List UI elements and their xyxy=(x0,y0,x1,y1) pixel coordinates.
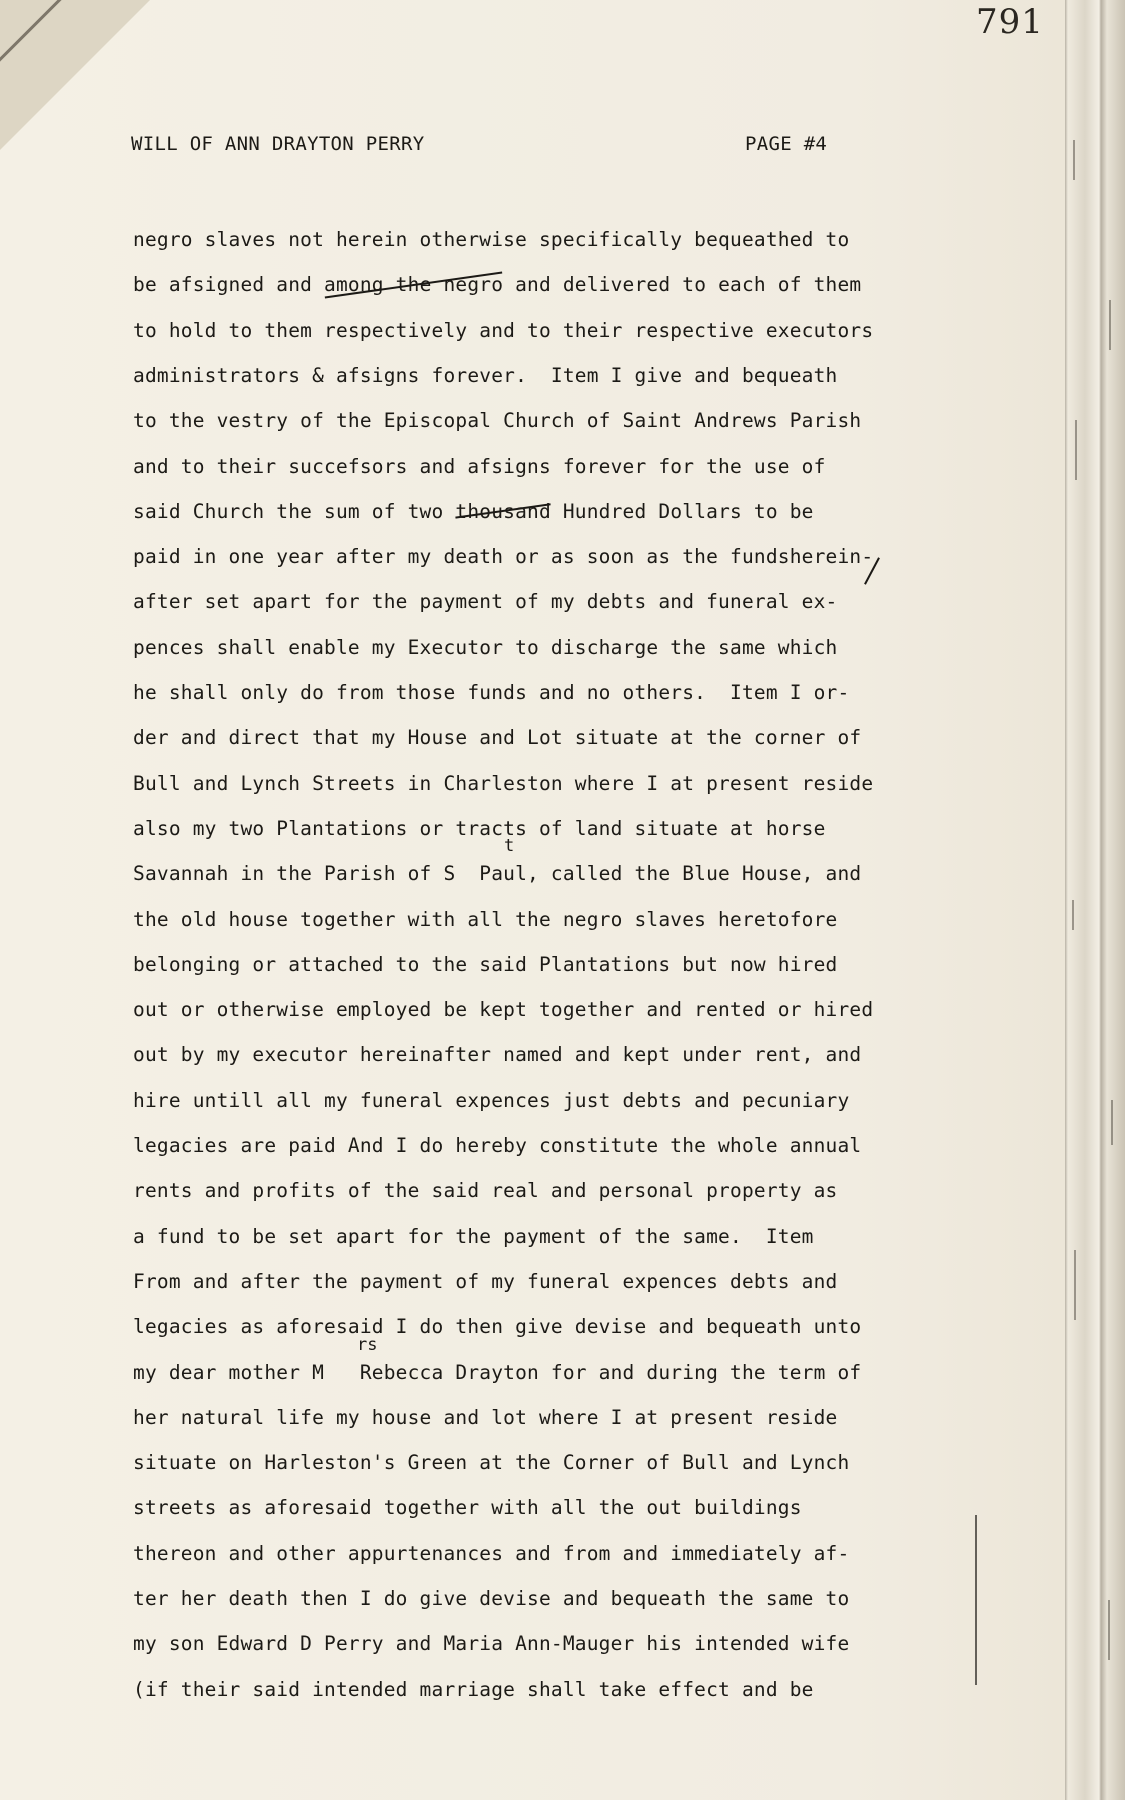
superscript-mistress: rs xyxy=(357,1334,378,1355)
text-line: thereon and other appurtenances and from and immediately af- xyxy=(133,1541,850,1565)
text-line: Bull and Lynch Streets in Charleston where I at present reside xyxy=(133,771,874,795)
text-line: administrators & afsigns forever. Item I give and bequeath xyxy=(133,363,838,387)
superscript-saint: t xyxy=(504,836,515,857)
margin-bracket-mark xyxy=(975,1515,977,1685)
page-label: PAGE #4 xyxy=(745,133,828,155)
text-line: also my two Plantations or tracts of land situate at horse xyxy=(133,816,826,840)
text-line: rents and profits of the said real and personal property as xyxy=(133,1179,838,1203)
text-line: my son Edward D Perry and Maria Ann-Mauger his intended wife xyxy=(133,1632,850,1656)
struck-through-text: among the negro xyxy=(324,273,504,297)
text-line xyxy=(133,500,814,523)
text-line: belonging or attached to the said Plantations but now hired xyxy=(133,952,838,976)
text-line: after set apart for the payment of my debts and funeral ex- xyxy=(133,590,838,614)
text-line: the old house together with all the negro slaves heretofore xyxy=(133,907,838,931)
line-segment: and delivered to each of them xyxy=(503,273,862,297)
text-line: he shall only do from those funds and no others. Item I or- xyxy=(133,681,850,704)
handwritten-page-number: 791 xyxy=(976,2,1044,42)
text-line: situate on Harleston's Green at the Corner of Bull and Lynch xyxy=(133,1451,850,1475)
text-line: der and direct that my House and Lot situate at the corner of xyxy=(133,726,862,750)
text-line: pences shall enable my Executor to discharge the same which xyxy=(133,635,838,659)
page-edge-strip xyxy=(1065,0,1125,1800)
document-title: WILL OF ANN DRAYTON PERRY xyxy=(131,133,425,155)
text-line: paid in one year after my death or as soon as the fundsherein- xyxy=(133,545,874,569)
text-line: to hold to them respectively and to their respective executors xyxy=(133,318,874,342)
text-line: a fund to be set apart for the payment of the same. Item xyxy=(133,1224,814,1248)
line-segment: said Church the sum of two xyxy=(133,499,456,523)
text-line: streets as aforesaid together with all the out buildings xyxy=(133,1496,802,1520)
text-line: out by my executor hereinafter named and kept under rent, and xyxy=(133,1043,862,1067)
text-line: (if their said intended marriage shall take effect and be xyxy=(133,1677,814,1701)
text-line: legacies as aforesaid I do then give devise and bequeath unto xyxy=(133,1315,862,1339)
text-line: her natural life my house and lot where I at present reside xyxy=(133,1405,838,1429)
text-line: ter her death then I do give devise and bequeath the same to xyxy=(133,1587,850,1610)
text-line: hire untill all my funeral expences just debts and pecuniary xyxy=(133,1088,850,1112)
text-line: and to their succefsors and afsigns forever for the use of xyxy=(133,454,826,478)
struck-through-text: thousand xyxy=(455,499,551,523)
line-segment: be afsigned and xyxy=(133,273,325,297)
text-line: my dear mother M Rebecca Drayton for and during the term of xyxy=(133,1360,862,1384)
text-line xyxy=(133,273,861,296)
text-line: negro slaves not herein otherwise specifically bequeathed to xyxy=(133,228,850,251)
text-line: Savannah in the Parish of S Paul, called the Blue House, and xyxy=(133,862,862,886)
text-line: legacies are paid And I do hereby constitute the whole annual xyxy=(133,1134,862,1157)
text-line: to the vestry of the Episcopal Church of Saint Andrews Parish xyxy=(133,409,862,433)
folded-corner xyxy=(0,0,150,150)
text-line: out or otherwise employed be kept together and rented or hired xyxy=(133,998,874,1022)
line-segment: Hundred Dollars to be xyxy=(550,499,814,523)
text-line: From and after the payment of my funeral expences debts and xyxy=(133,1269,838,1293)
